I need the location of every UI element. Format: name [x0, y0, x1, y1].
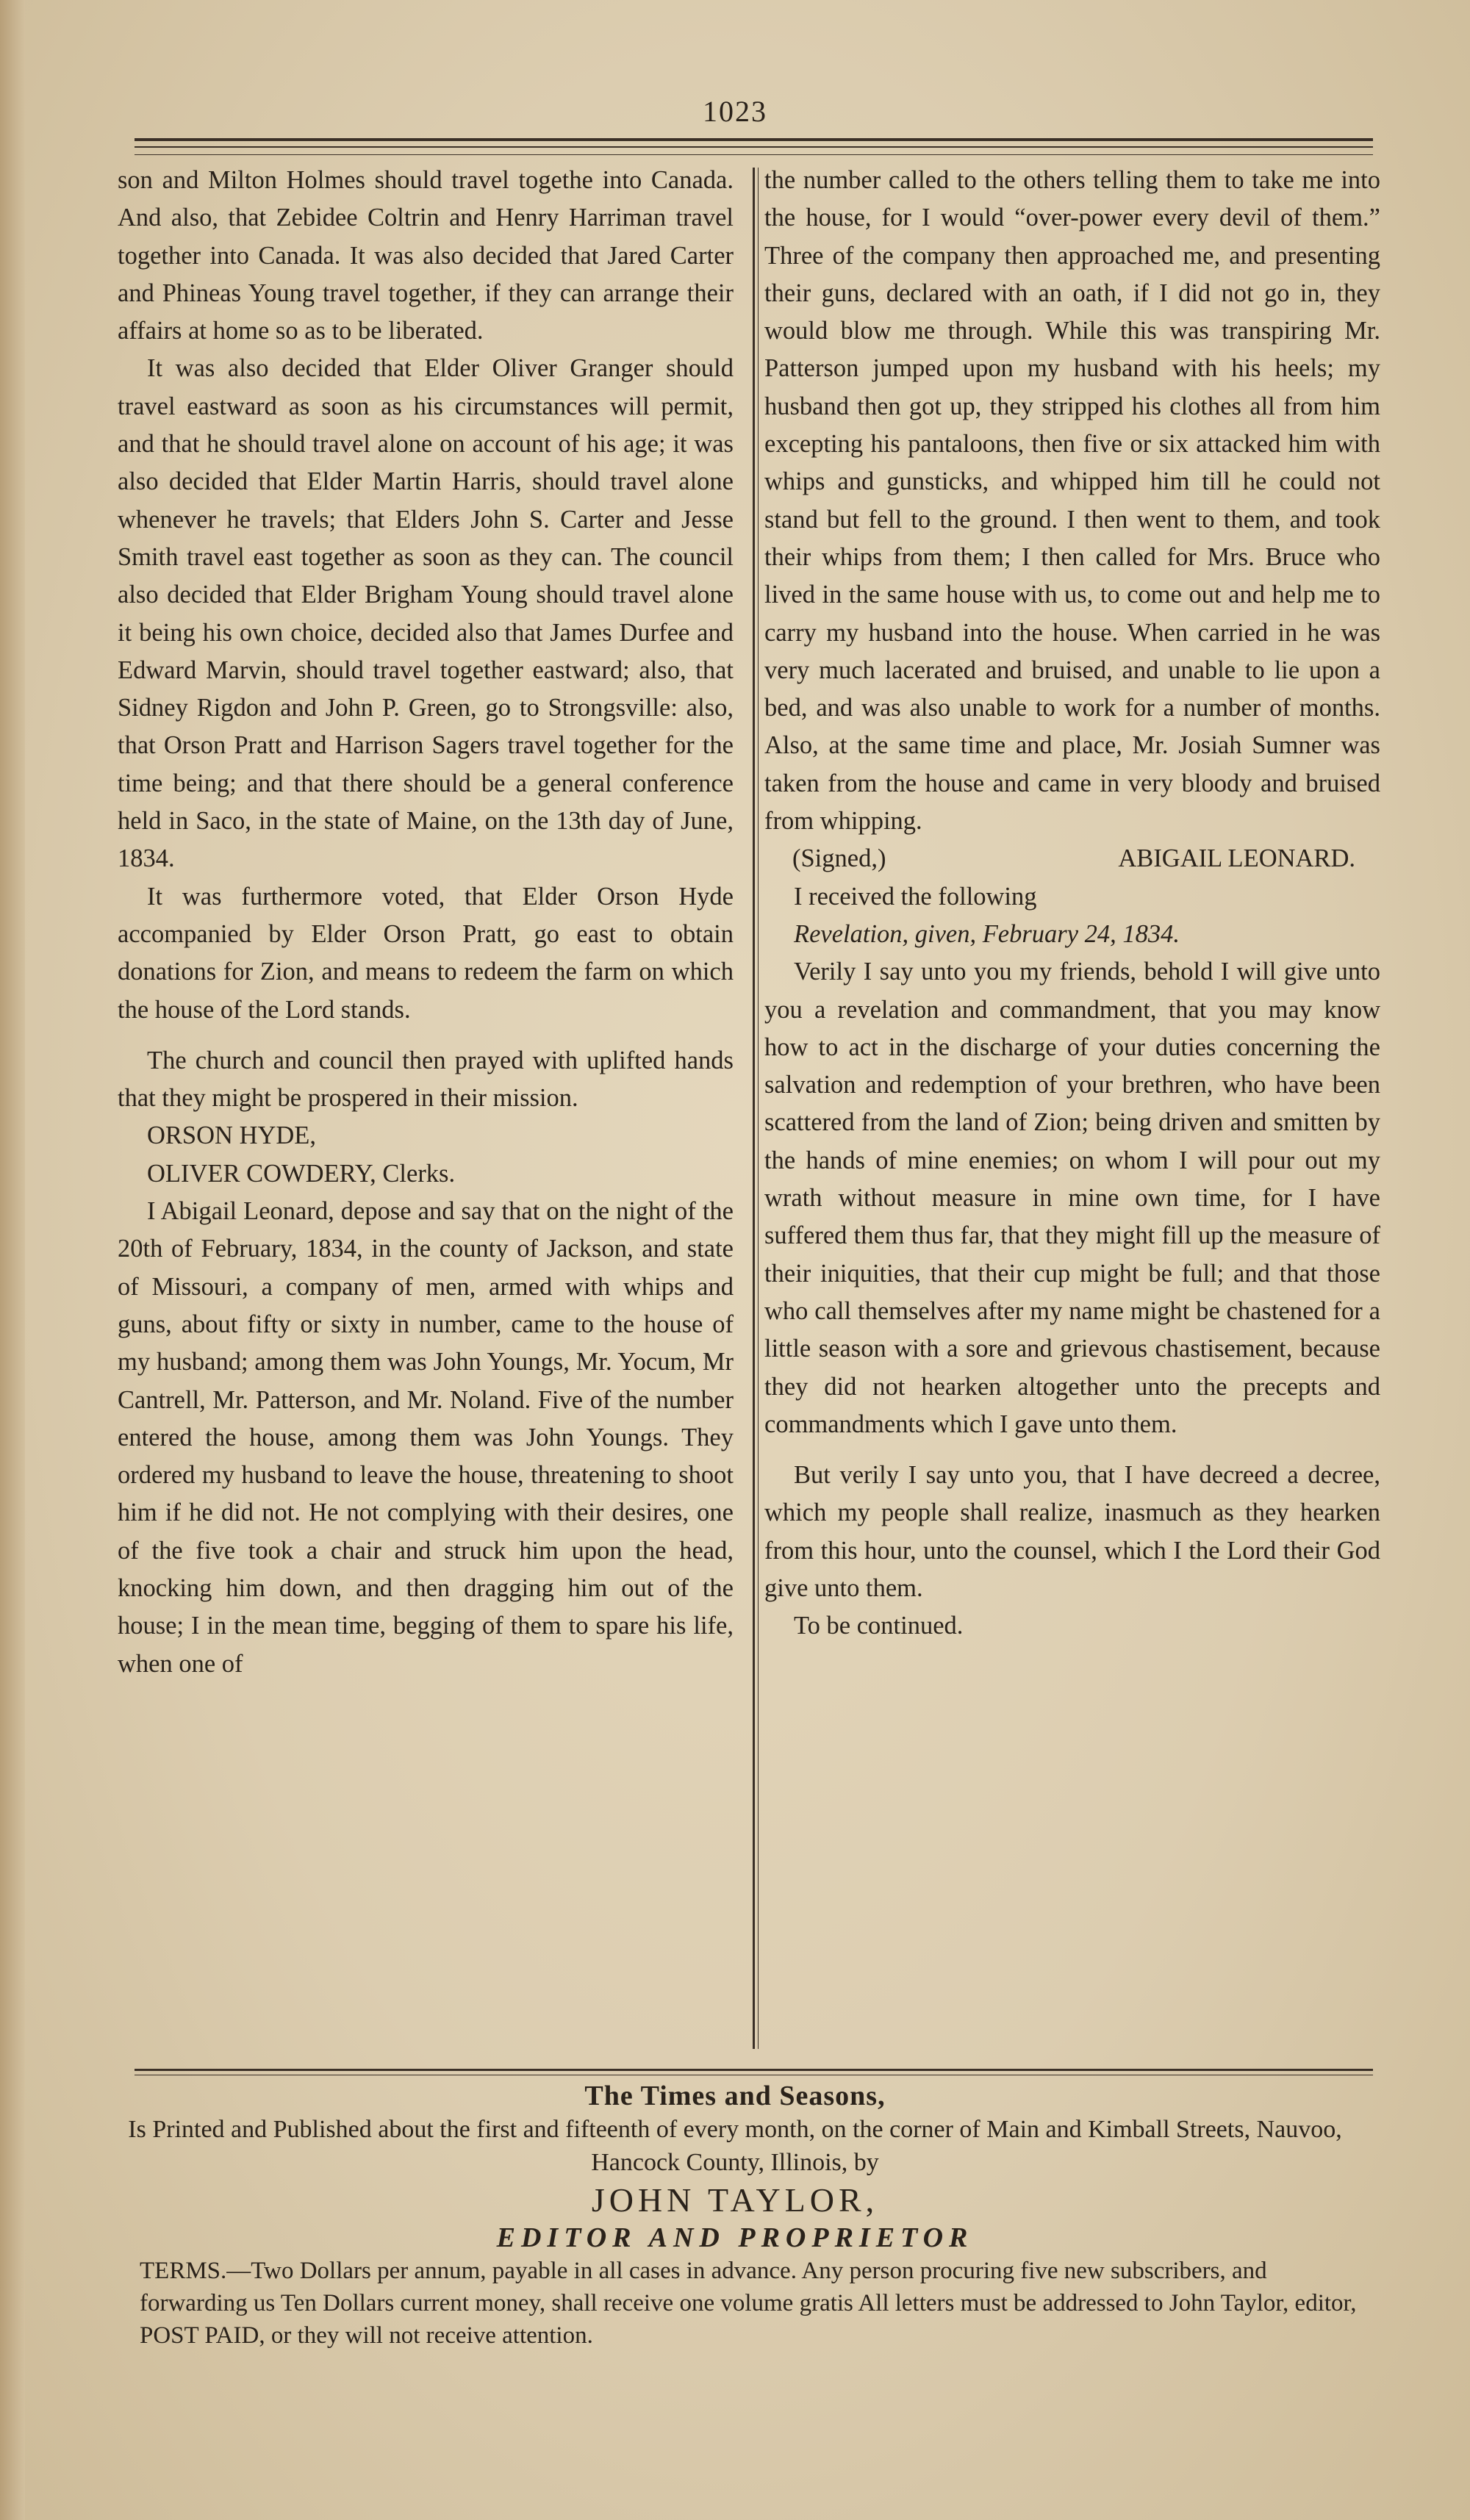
masthead-title: The Times and Seasons,	[584, 2081, 886, 2111]
clerk-signature: OLIVER COWDERY, Clerks.	[147, 1159, 456, 1188]
revelation-paragraph: Verily I say unto you my friends, behold I will give unto you a revelation and commandment, that you may know how to act in the discharge of your duties concerning the salvation and redemption of your brethren, who have been scattered from the land of Zion; being driven and smitten by the hands of mine enemies; on whom I will pour out my wrath without measure in mine own time, for I have suffered them thus far, that they might fill up the measure of their iniquities, that their cup might be full; and that those who call themselves after my name might be chastened for a little season with a sore and grievous chastisement, because they did not hearken altogether unto the precepts and commandments which I gave unto them.	[764, 958, 1380, 1438]
received-line: I received the following	[794, 882, 1037, 911]
affidavit-paragraph: I Abigail Leonard, depose and say that on the night of the 20th of February, 1834, in the county of Jackson, and state of Missouri, a company of men, armed with whips and guns, about fifty or sixty in number, came to the house of my husband; among them was John Youngs, Mr. Yocum, Mr Cantrell, Mr. Patterson, and Mr. Noland. Five of the number entered the house, among them was John Youngs. They ordered my husband to leave the house, threatening to shoot him if he did not. He not complying with their desires, one of the five took a chair and struck him upon the head, knocking him down, and then dragging him out of the house; I in the mean time, begging of them to spare his life, when one of	[118, 1197, 734, 1678]
signed-label: (Signed,)	[792, 844, 886, 873]
clerk-signature: ORSON HYDE,	[147, 1121, 317, 1150]
paragraph: The church and council then prayed with uplifted hands that they might be prospered in their mission.	[118, 1046, 734, 1113]
page-number: 1023	[703, 95, 767, 128]
column-divider-thin	[758, 168, 759, 2049]
paragraph: the number called to the others telling them to take me into the house, for I would “over-power every devil of them.” Three of the company then approached me, and presenting their guns, declared with an oath, if I did not go in, they would blow me through. While this was transpiring Mr. Patterson jumped upon my husband with his heels; my husband then got up, they stripped his clothes all from him excepting his pantaloons, then five or six attacked him with whips and gunsticks, and whipped him till he could not stand but fell to the ground. I then went to them, and took their whips from them; I then called for Mrs. Bruce who lived in the same house with us, to come out and help me to carry my husband into the house. When carried in he was very much lacerated and bruised, and unable to lie upon a bed, and was also unable to work for a number of months. Also, at the same time and place, Mr. Josiah Sumner was taken from the house and came in very bloody and bruised from whipping.	[764, 166, 1380, 836]
header-rule-hair	[135, 154, 1373, 155]
column-divider	[753, 168, 755, 2049]
right-column	[764, 162, 1380, 2058]
paragraph: It was also decided that Elder Oliver Granger should travel eastward as soon as his circumstances will permit, and that he should travel alone on account of his age; it was also decided that Elder Martin Harris, should travel alone whenever he travels; that Elders John S. Carter and Jesse Smith travel east together as soon as they can. The council also decided that Elder Brigham Young should travel alone it being his own choice, decided also that James Durfee and Edward Marvin, should travel together eastward; also, that Sidney Rigdon and John P. Green, go to Strongsville: also, that Orson Pratt and Harrison Sagers travel together for the time being; and that there should be a general conference held in Saco, in the state of Maine, on the 13th day of June, 1834.	[118, 354, 734, 873]
page-binding-edge	[0, 0, 25, 2520]
revelation-paragraph: But verily I say unto you, that I have decreed a decree, which my people shall realize, inasmuch as they hearken from this hour, unto the counsel, which I the Lord their God give unto them.	[764, 1461, 1380, 1602]
paragraph: son and Milton Holmes should travel togethe into Canada. And also, that Zebidee Coltrin and Henry Harriman travel together into Canada. It was also decided that Jared Carter and Phineas Young travel together, if they can arrange their affairs at home so as to be liberated.	[118, 166, 734, 345]
signed-name: ABIGAIL LEONARD.	[1118, 844, 1355, 873]
footer-rule	[135, 2069, 1373, 2071]
masthead-role: EDITOR AND PROPRIETOR	[496, 2222, 974, 2253]
header-rule-thin	[135, 146, 1373, 148]
header-rule	[135, 138, 1373, 141]
left-column	[118, 162, 734, 2058]
masthead-editor: JOHN TAYLOR,	[591, 2181, 879, 2219]
signature-line	[792, 840, 1355, 877]
continued-note: To be continued.	[794, 1612, 964, 1640]
revelation-heading: Revelation, given, February 24, 1834.	[794, 919, 1180, 948]
masthead-imprint: Is Printed and Published about the first and fifteenth of every month, on the corner of Main and Kimball Streets, Nauvoo, Hancock County, Illinois, by	[128, 2116, 1342, 2176]
masthead	[88, 2080, 1382, 2352]
paragraph: It was furthermore voted, that Elder Orson Hyde accompanied by Elder Orson Pratt, go east to obtain donations for Zion, and means to redeem the farm on which the house of the Lord stands.	[118, 882, 734, 1024]
masthead-terms: TERMS.—Two Dollars per annum, payable in all cases in advance. Any person procuring five new subscribers, and forwarding us Ten Dollars current money, shall receive one volume gratis All letters must be addressed to John Taylor, editor, POST PAID, or they will not receive attention.	[140, 2258, 1357, 2349]
